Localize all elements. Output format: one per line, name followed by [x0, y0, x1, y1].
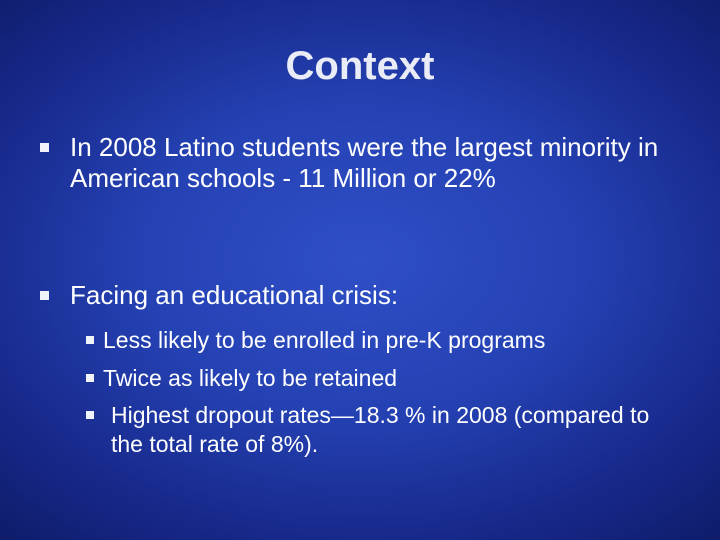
sub-bullet-text: Less likely to be enrolled in pre-K programs	[103, 327, 546, 353]
square-bullet-icon	[86, 411, 94, 419]
sub-bullet-item	[86, 401, 686, 459]
bullet-text: Facing an educational crisis:	[70, 280, 399, 310]
square-bullet-icon	[86, 336, 94, 344]
sub-bullet-text: Twice as likely to be retained	[103, 365, 398, 391]
slide-title: Context	[285, 44, 435, 88]
square-bullet-icon	[40, 143, 49, 152]
sub-bullet-item	[86, 364, 686, 393]
sub-bullet-text: Highest dropout rates—18.3 % in 2008 (compared to the total rate of 8%).	[111, 402, 650, 457]
square-bullet-icon	[40, 291, 49, 300]
bullet-text: In 2008 Latino students were the largest minority in American schools - 11 Million or 22%	[70, 132, 659, 193]
bullet-item	[40, 132, 690, 194]
square-bullet-icon	[86, 374, 94, 382]
sub-bullet-item	[86, 326, 686, 355]
bullet-item	[40, 280, 690, 311]
